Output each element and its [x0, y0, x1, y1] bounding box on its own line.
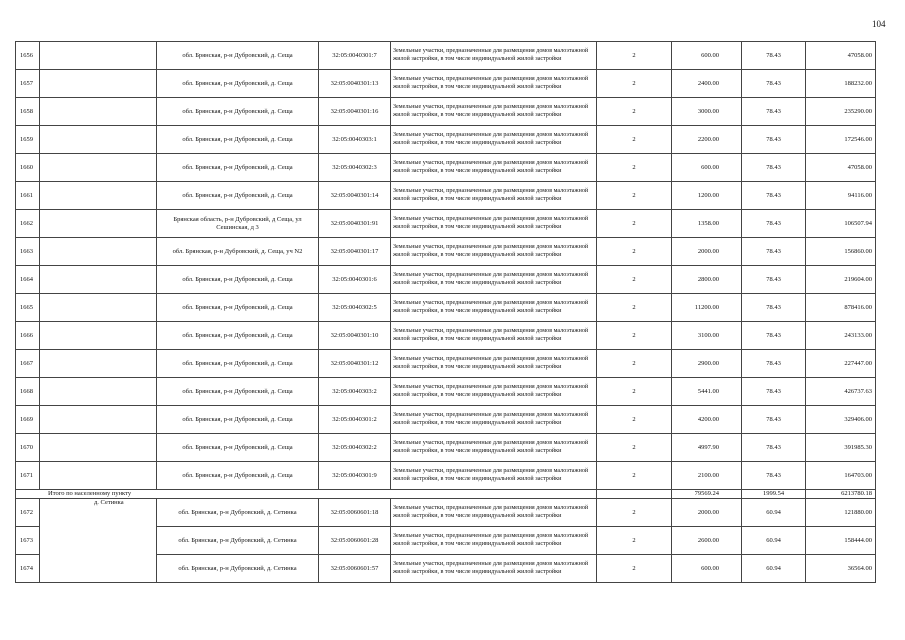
- address-cell: обл. Брянская, р-н Дубровский, д. Сеща: [157, 350, 319, 378]
- address-cell: обл. Брянская, р-н Дубровский, д. Сеща: [157, 42, 319, 70]
- specific-value-cell: 78.43: [742, 42, 806, 70]
- cadastral-value-cell: 243133.00: [806, 322, 876, 350]
- settlement-total-label: Итого по населенному пункту: [16, 490, 597, 499]
- settlement-total-row: [16, 490, 876, 499]
- specific-value-cell: 78.43: [742, 210, 806, 238]
- land-purpose-cell: Земельные участки, предназначенные для размещения домов малоэтажной жилой застройки, в том числе индивидуальной жилой застройки: [391, 42, 597, 70]
- address-cell: обл. Брянская, р-н Дубровский, д. Сеща: [157, 182, 319, 210]
- cadastral-number-cell: 32:05:0040301:10: [319, 322, 391, 350]
- area-cell: 600.00: [672, 154, 742, 182]
- cadastral-number-cell: 32:05:0040303:2: [319, 378, 391, 406]
- cadastral-number-cell: 32:05:0040301:2: [319, 406, 391, 434]
- area-cell: 4200.00: [672, 406, 742, 434]
- specific-value-cell: 78.43: [742, 434, 806, 462]
- empty-cell: [40, 98, 157, 126]
- table-row: [16, 462, 876, 490]
- page-number: 104: [872, 19, 886, 29]
- cadastral-value-cell: 121880.00: [806, 499, 876, 527]
- category-cell: 2: [597, 434, 672, 462]
- category-cell: 2: [597, 266, 672, 294]
- row-number: 1671: [16, 462, 40, 490]
- table-row: [16, 350, 876, 378]
- category-cell: 2: [597, 378, 672, 406]
- category-cell: 2: [597, 182, 672, 210]
- cadastral-number-cell: 32:05:0040301:13: [319, 70, 391, 98]
- address-cell: обл. Брянская, р-н Дубровский, д. Сеща: [157, 406, 319, 434]
- row-number: 1659: [16, 126, 40, 154]
- category-cell: 2: [597, 126, 672, 154]
- address-cell: обл. Брянская, р-н Дубровский, д. Сеща: [157, 154, 319, 182]
- address-cell: обл. Брянская, р-н Дубровский, д. Сеща, уч N2: [157, 238, 319, 266]
- specific-value-cell: 78.43: [742, 294, 806, 322]
- area-cell: 2100.00: [672, 462, 742, 490]
- category-cell: 2: [597, 350, 672, 378]
- category-cell: 2: [597, 70, 672, 98]
- land-purpose-cell: Земельные участки, предназначенные для размещения домов малоэтажной жилой застройки, в том числе индивидуальной жилой застройки: [391, 555, 597, 583]
- table-row: [16, 406, 876, 434]
- cadastral-number-cell: 32:05:0040301:7: [319, 42, 391, 70]
- specific-value-cell: 78.43: [742, 350, 806, 378]
- area-cell: 2600.00: [672, 527, 742, 555]
- land-purpose-cell: Земельные участки, предназначенные для размещения домов малоэтажной жилой застройки, в том числе индивидуальной жилой застройки: [391, 350, 597, 378]
- land-purpose-cell: Земельные участки, предназначенные для размещения домов малоэтажной жилой застройки, в том числе индивидуальной жилой застройки: [391, 238, 597, 266]
- specific-value-cell: 78.43: [742, 266, 806, 294]
- address-cell: обл. Брянская, р-н Дубровский, д. Сеща: [157, 462, 319, 490]
- table-row: [16, 70, 876, 98]
- row-number: 1661: [16, 182, 40, 210]
- table-row: [16, 182, 876, 210]
- table-row: [16, 126, 876, 154]
- empty-cell: [40, 182, 157, 210]
- cadastral-value-cell: 164703.00: [806, 462, 876, 490]
- row-number: 1657: [16, 70, 40, 98]
- address-cell: обл. Брянская, р-н Дубровский, д. Сеща: [157, 434, 319, 462]
- category-cell: 2: [597, 322, 672, 350]
- row-number: 1656: [16, 42, 40, 70]
- land-purpose-cell: Земельные участки, предназначенные для размещения домов малоэтажной жилой застройки, в том числе индивидуальной жилой застройки: [391, 182, 597, 210]
- category-cell: 2: [597, 462, 672, 490]
- row-number: 1660: [16, 154, 40, 182]
- settlement-total-rate: 1999.54: [742, 490, 806, 499]
- cadastral-number-cell: 32:05:0040301:16: [319, 98, 391, 126]
- row-number: 1667: [16, 350, 40, 378]
- address-cell: обл. Брянская, р-н Дубровский, д. Сетинка: [157, 499, 319, 527]
- cadastral-value-cell: 426737.63: [806, 378, 876, 406]
- address-cell: обл. Брянская, р-н Дубровский, д. Сеща: [157, 98, 319, 126]
- land-purpose-cell: Земельные участки, предназначенные для размещения домов малоэтажной жилой застройки, в том числе индивидуальной жилой застройки: [391, 462, 597, 490]
- settlement-total-category: [597, 490, 672, 499]
- row-number: 1658: [16, 98, 40, 126]
- area-cell: 2000.00: [672, 238, 742, 266]
- area-cell: 2200.00: [672, 126, 742, 154]
- category-cell: 2: [597, 154, 672, 182]
- land-purpose-cell: Земельные участки, предназначенные для размещения домов малоэтажной жилой застройки, в том числе индивидуальной жилой застройки: [391, 70, 597, 98]
- area-cell: 2800.00: [672, 266, 742, 294]
- cadastral-number-cell: 32:05:0040301:91: [319, 210, 391, 238]
- cadastral-number-cell: 32:05:0040302:5: [319, 294, 391, 322]
- specific-value-cell: 78.43: [742, 238, 806, 266]
- cadastral-value-cell: 878416.00: [806, 294, 876, 322]
- empty-cell: [40, 154, 157, 182]
- specific-value-cell: 78.43: [742, 70, 806, 98]
- table-row: [16, 266, 876, 294]
- cadastral-value-cell: 36564.00: [806, 555, 876, 583]
- empty-cell: [40, 70, 157, 98]
- cadastral-value-cell: 106507.94: [806, 210, 876, 238]
- empty-cell: [40, 238, 157, 266]
- land-purpose-cell: Земельные участки, предназначенные для размещения домов малоэтажной жилой застройки, в том числе индивидуальной жилой застройки: [391, 322, 597, 350]
- land-purpose-cell: Земельные участки, предназначенные для размещения домов малоэтажной жилой застройки, в том числе индивидуальной жилой застройки: [391, 266, 597, 294]
- address-cell: обл. Брянская, р-н Дубровский, д. Сеща: [157, 126, 319, 154]
- area-cell: 1358.00: [672, 210, 742, 238]
- specific-value-cell: 78.43: [742, 378, 806, 406]
- category-cell: 2: [597, 555, 672, 583]
- row-number: 1670: [16, 434, 40, 462]
- row-number: 1674: [16, 555, 40, 583]
- cadastral-value-table: [15, 41, 876, 583]
- land-purpose-cell: Земельные участки, предназначенные для размещения домов малоэтажной жилой застройки, в том числе индивидуальной жилой застройки: [391, 210, 597, 238]
- cadastral-number-cell: 32:05:0040303:1: [319, 126, 391, 154]
- cadastral-value-cell: 391985.30: [806, 434, 876, 462]
- area-cell: 2400.00: [672, 70, 742, 98]
- specific-value-cell: 60.94: [742, 499, 806, 527]
- empty-cell: [40, 406, 157, 434]
- area-cell: 600.00: [672, 555, 742, 583]
- specific-value-cell: 78.43: [742, 98, 806, 126]
- area-cell: 600.00: [672, 42, 742, 70]
- table-row: [16, 210, 876, 238]
- row-number: 1662: [16, 210, 40, 238]
- address-cell: обл. Брянская, р-н Дубровский, д. Сеща: [157, 266, 319, 294]
- category-cell: 2: [597, 238, 672, 266]
- land-purpose-cell: Земельные участки, предназначенные для размещения домов малоэтажной жилой застройки, в том числе индивидуальной жилой застройки: [391, 434, 597, 462]
- cadastral-value-cell: 158444.00: [806, 527, 876, 555]
- address-cell: обл. Брянская, р-н Дубровский, д. Сетинка: [157, 555, 319, 583]
- row-number: 1663: [16, 238, 40, 266]
- specific-value-cell: 78.43: [742, 182, 806, 210]
- land-purpose-cell: Земельные участки, предназначенные для размещения домов малоэтажной жилой застройки, в том числе индивидуальной жилой застройки: [391, 126, 597, 154]
- specific-value-cell: 78.43: [742, 322, 806, 350]
- address-cell: обл. Брянская, р-н Дубровский, д. Сетинка: [157, 527, 319, 555]
- area-cell: 11200.00: [672, 294, 742, 322]
- land-purpose-cell: Земельные участки, предназначенные для размещения домов малоэтажной жилой застройки, в том числе индивидуальной жилой застройки: [391, 527, 597, 555]
- table-row: [16, 98, 876, 126]
- area-cell: 4997.90: [672, 434, 742, 462]
- cadastral-number-cell: 32:05:0040301:6: [319, 266, 391, 294]
- land-purpose-cell: Земельные участки, предназначенные для размещения домов малоэтажной жилой застройки, в том числе индивидуальной жилой застройки: [391, 98, 597, 126]
- area-cell: 5441.00: [672, 378, 742, 406]
- category-cell: 2: [597, 42, 672, 70]
- table-row: [16, 499, 876, 527]
- address-cell: обл. Брянская, р-н Дубровский, д. Сеща: [157, 322, 319, 350]
- specific-value-cell: 78.43: [742, 406, 806, 434]
- category-cell: 2: [597, 406, 672, 434]
- address-cell: обл. Брянская, р-н Дубровский, д. Сеща: [157, 294, 319, 322]
- empty-cell: [40, 266, 157, 294]
- cadastral-number-cell: 32:05:0040301:12: [319, 350, 391, 378]
- land-purpose-cell: Земельные участки, предназначенные для размещения домов малоэтажной жилой застройки, в том числе индивидуальной жилой застройки: [391, 294, 597, 322]
- specific-value-cell: 60.94: [742, 527, 806, 555]
- empty-cell: [40, 294, 157, 322]
- category-cell: 2: [597, 527, 672, 555]
- empty-cell: [40, 126, 157, 154]
- row-number: 1672: [16, 499, 40, 527]
- table-row: [16, 322, 876, 350]
- specific-value-cell: 78.43: [742, 462, 806, 490]
- cadastral-value-cell: 329406.00: [806, 406, 876, 434]
- land-purpose-cell: Земельные участки, предназначенные для размещения домов малоэтажной жилой застройки, в том числе индивидуальной жилой застройки: [391, 406, 597, 434]
- cadastral-value-cell: 219604.00: [806, 266, 876, 294]
- empty-cell: [40, 462, 157, 490]
- cadastral-value-cell: 172546.00: [806, 126, 876, 154]
- row-number: 1673: [16, 527, 40, 555]
- table-row: [16, 294, 876, 322]
- empty-cell: [40, 322, 157, 350]
- cadastral-number-cell: 32:05:0060601:18: [319, 499, 391, 527]
- area-cell: 1200.00: [672, 182, 742, 210]
- land-purpose-cell: Земельные участки, предназначенные для размещения домов малоэтажной жилой застройки, в том числе индивидуальной жилой застройки: [391, 499, 597, 527]
- address-cell: обл. Брянская, р-н Дубровский, д. Сеща: [157, 378, 319, 406]
- cadastral-number-cell: 32:05:0040302:3: [319, 154, 391, 182]
- empty-cell: [40, 210, 157, 238]
- category-cell: 2: [597, 98, 672, 126]
- cadastral-value-cell: 188232.00: [806, 70, 876, 98]
- land-purpose-cell: Земельные участки, предназначенные для размещения домов малоэтажной жилой застройки, в том числе индивидуальной жилой застройки: [391, 378, 597, 406]
- cadastral-value-cell: 227447.00: [806, 350, 876, 378]
- row-number: 1668: [16, 378, 40, 406]
- empty-cell: [40, 378, 157, 406]
- cadastral-value-cell: 235290.00: [806, 98, 876, 126]
- cadastral-number-cell: 32:05:0040301:9: [319, 462, 391, 490]
- area-cell: 3100.00: [672, 322, 742, 350]
- cadastral-value-cell: 47058.00: [806, 42, 876, 70]
- cadastral-number-cell: 32:05:0040301:14: [319, 182, 391, 210]
- cadastral-number-cell: 32:05:0060601:28: [319, 527, 391, 555]
- table-row: [16, 434, 876, 462]
- table-row: [16, 378, 876, 406]
- settlement-total-value: 6213780.18: [806, 490, 876, 499]
- land-purpose-cell: Земельные участки, предназначенные для размещения домов малоэтажной жилой застройки, в том числе индивидуальной жилой застройки: [391, 154, 597, 182]
- table-row: [16, 238, 876, 266]
- table-row: [16, 42, 876, 70]
- table-row: [16, 154, 876, 182]
- area-cell: 2900.00: [672, 350, 742, 378]
- specific-value-cell: 78.43: [742, 126, 806, 154]
- row-number: 1669: [16, 406, 40, 434]
- cadastral-value-cell: 47058.00: [806, 154, 876, 182]
- address-cell: обл. Брянская, р-н Дубровский, д. Сеща: [157, 70, 319, 98]
- cadastral-number-cell: 32:05:0060601:57: [319, 555, 391, 583]
- empty-cell: [40, 434, 157, 462]
- category-cell: 2: [597, 294, 672, 322]
- cadastral-value-cell: 156860.00: [806, 238, 876, 266]
- specific-value-cell: 78.43: [742, 154, 806, 182]
- area-cell: 2000.00: [672, 499, 742, 527]
- category-cell: 2: [597, 210, 672, 238]
- empty-cell: [40, 42, 157, 70]
- cadastral-number-cell: 32:05:0040302:2: [319, 434, 391, 462]
- row-number: 1666: [16, 322, 40, 350]
- row-number: 1664: [16, 266, 40, 294]
- cadastral-value-cell: 94116.00: [806, 182, 876, 210]
- address-cell: Брянская область, р-н Дубровский, д Сеща, ул Сешинская, д 3: [157, 210, 319, 238]
- empty-cell: [40, 350, 157, 378]
- row-number: 1665: [16, 294, 40, 322]
- settlement-name: д. Сетинка: [40, 499, 157, 583]
- cadastral-number-cell: 32:05:0040301:17: [319, 238, 391, 266]
- area-cell: 3000.00: [672, 98, 742, 126]
- specific-value-cell: 60.94: [742, 555, 806, 583]
- category-cell: 2: [597, 499, 672, 527]
- settlement-total-area: 79569.24: [672, 490, 742, 499]
